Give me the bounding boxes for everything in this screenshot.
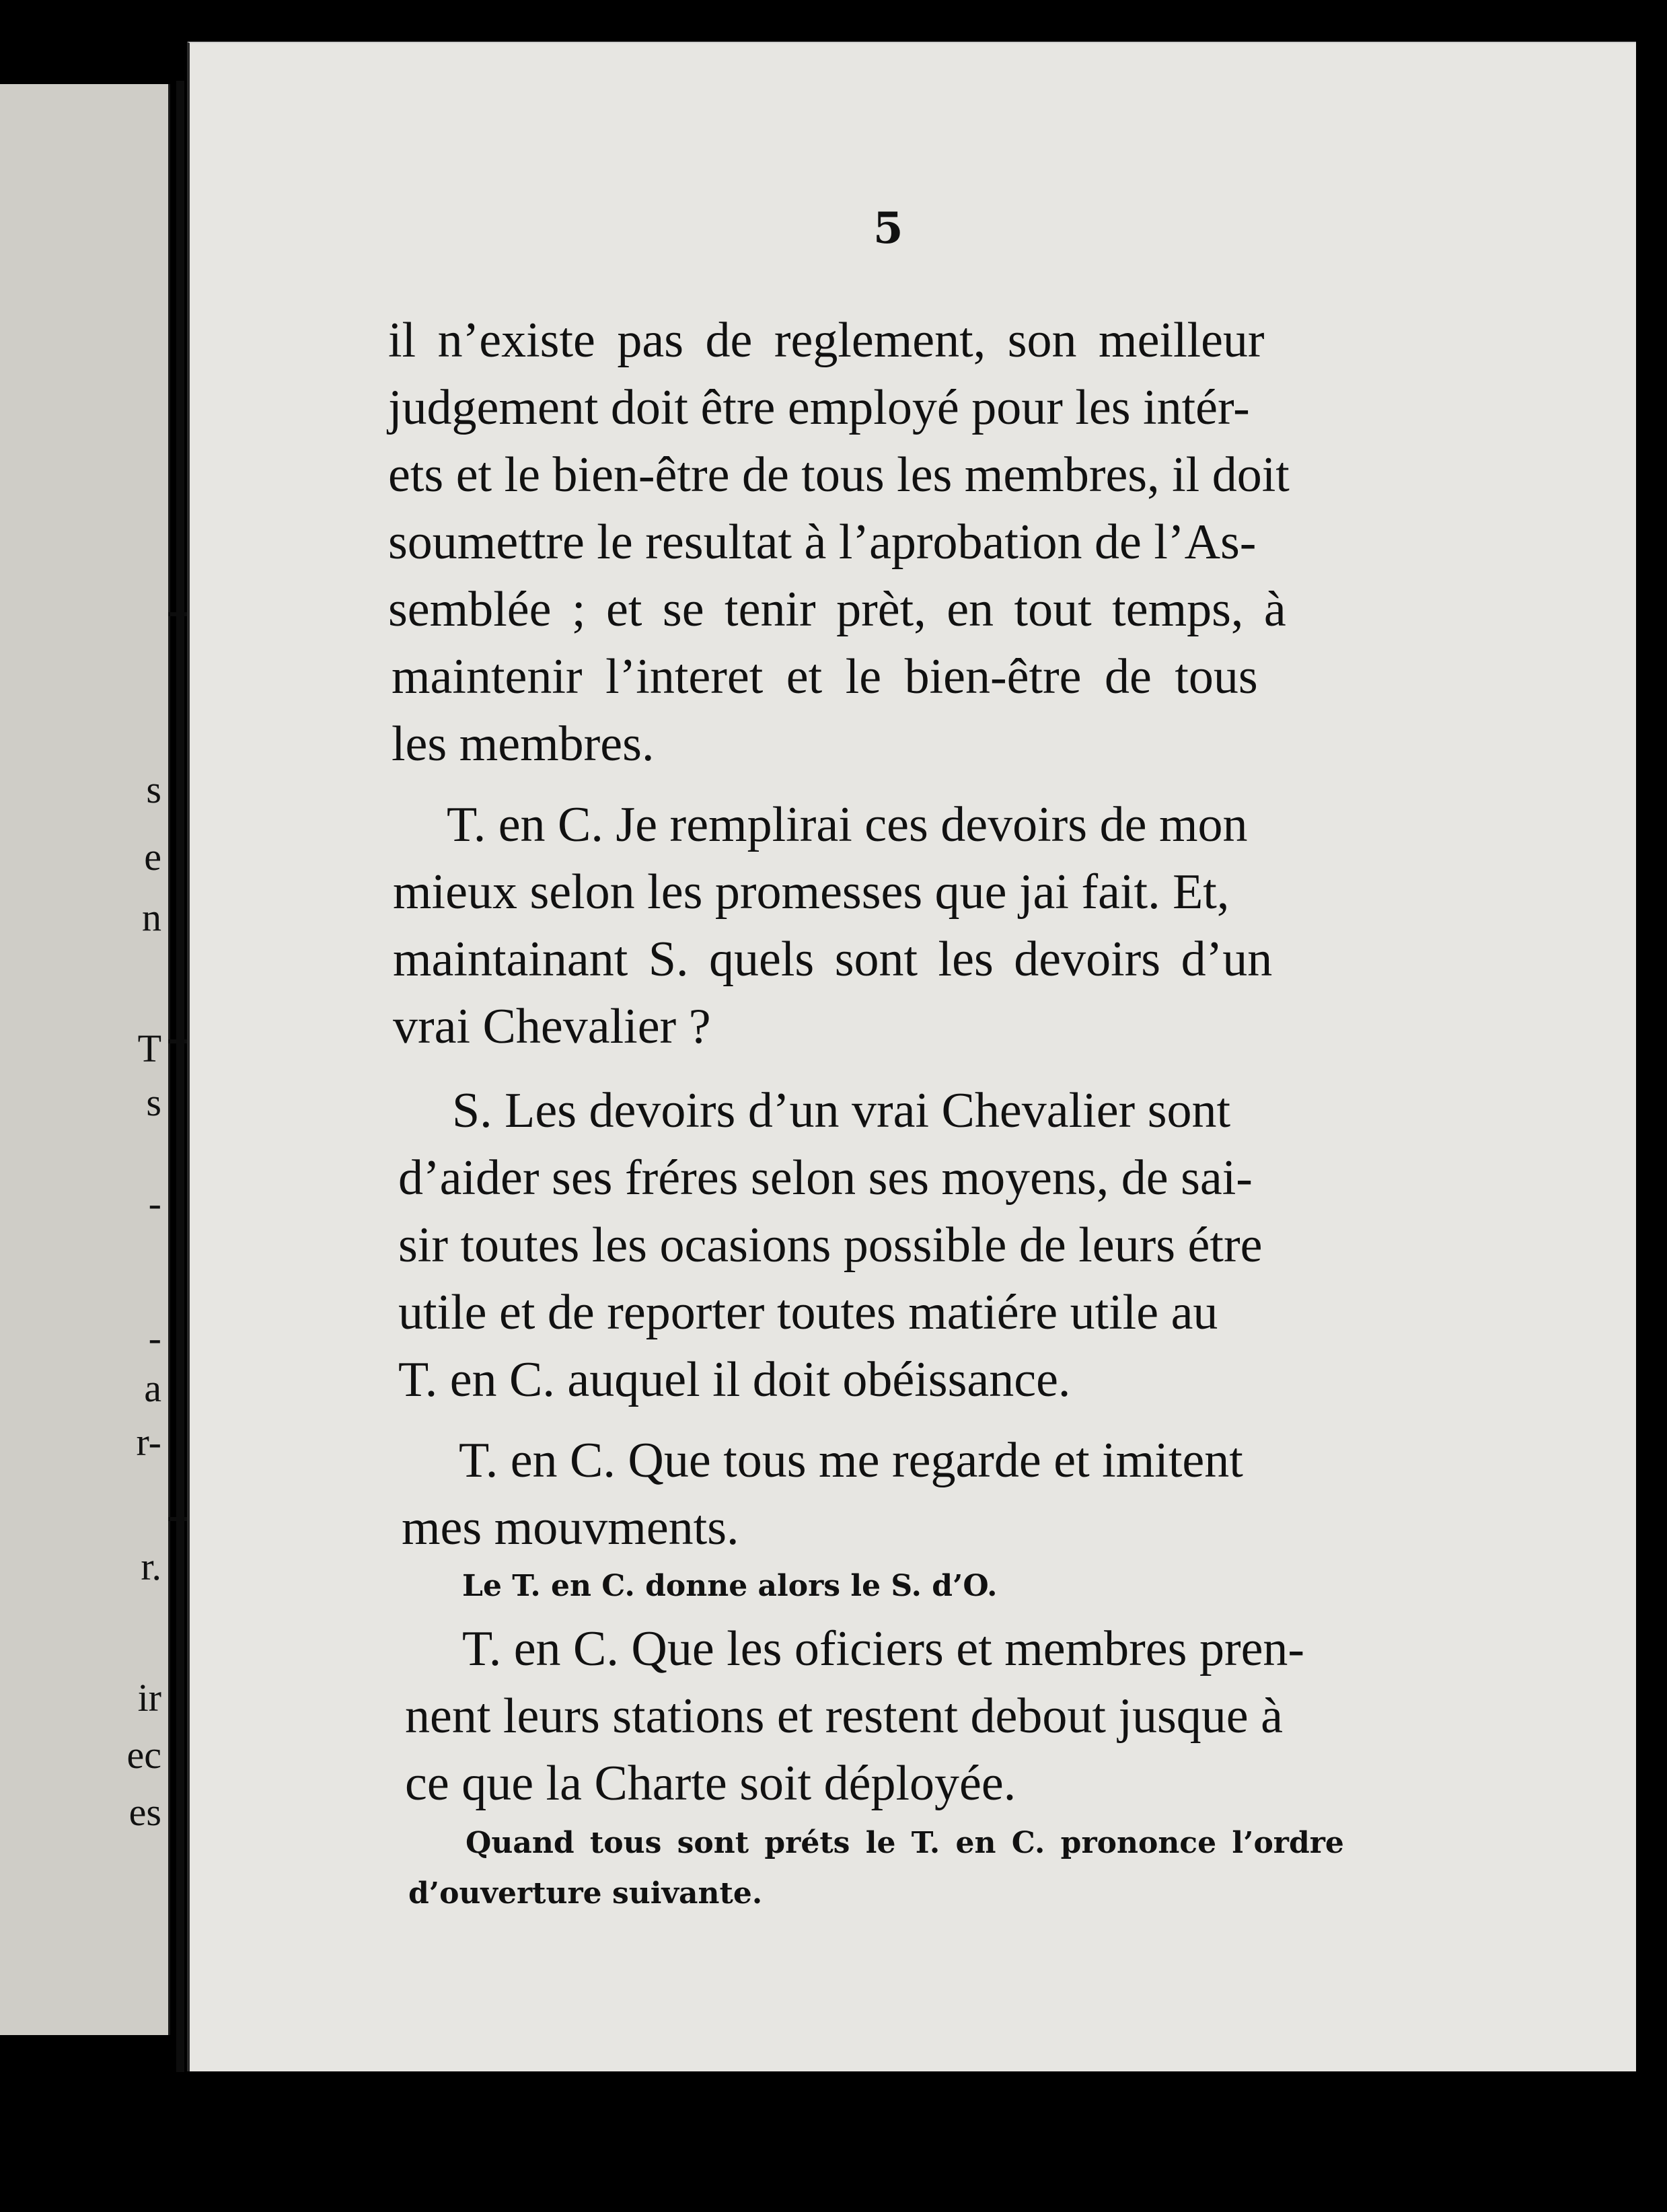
facing-page-text: r. [141, 1545, 161, 1588]
text-line: ce que la Charte soit déployée. [405, 1756, 1016, 1811]
text-line: nent leurs stations et restent debout jusque à [405, 1689, 1283, 1744]
stage-direction: Quand tous sont préts le T. en C. prononce l’ordre [466, 1826, 1344, 1860]
text-line: d’aider ses fréres selon ses moyens, de sai- [398, 1150, 1253, 1206]
text-line: soumettre le resultat à l’aprobation de l’As- [388, 515, 1257, 570]
text-line: vrai Chevalier ? [393, 999, 711, 1054]
text-line: utile et de reporter toutes matiére utile au [398, 1285, 1218, 1340]
page-number: 5 [873, 203, 903, 254]
stage-direction: d’ouverture suivante. [408, 1876, 763, 1911]
text-line: sir toutes les ocasions possible de leurs étre [398, 1218, 1263, 1273]
text-line: maintenir l’interet et le bien-être de tous [392, 649, 1258, 704]
text-line: S. Les devoirs d’un vrai Chevalier sont [452, 1083, 1231, 1138]
facing-page-text: T [137, 1027, 161, 1070]
text-line: mieux selon les promesses que jai fait. Et, [393, 864, 1230, 920]
text-line: il n’existe pas de reglement, son meilleur [388, 313, 1265, 368]
text-line: T. en C. Je remplirai ces devoirs de mon [447, 797, 1248, 852]
text-line: ets et le bien-être de tous les membres, il doit [388, 447, 1290, 503]
facing-page-text: es [128, 1790, 161, 1834]
facing-page-text: n [142, 895, 161, 939]
facing-page-text: e [144, 835, 161, 879]
text-line: semblée ; et se tenir prèt, en tout temps, à [388, 582, 1286, 637]
facing-page-text: s [146, 1080, 161, 1124]
text-line: T. en C. Que tous me regarde et imitent [459, 1433, 1243, 1488]
facing-page-text: ir [137, 1676, 161, 1720]
text-line: T. en C. auquel il doit obéissance. [398, 1352, 1071, 1407]
book-spine [176, 81, 184, 2072]
book-page [187, 42, 1636, 2071]
facing-page-text: s [146, 768, 161, 811]
facing-page-text: a [144, 1366, 161, 1410]
stage-direction: Le T. en C. donne alors le S. d’O. [462, 1569, 998, 1603]
facing-page-text: - [148, 1316, 161, 1360]
facing-page-text: r- [136, 1420, 161, 1464]
text-line: mes mouvments. [402, 1500, 739, 1555]
facing-page-text: - [148, 1181, 161, 1225]
text-line: maintainant S. quels sont les devoirs d’un [393, 932, 1273, 987]
text-line: T. en C. Que les oficiers et membres pren- [462, 1621, 1305, 1676]
text-line: judgement doit être employé pour les intér- [388, 380, 1250, 435]
text-line: les membres. [392, 716, 655, 772]
facing-page-edge [0, 84, 170, 2035]
facing-page-text: ec [126, 1733, 161, 1777]
